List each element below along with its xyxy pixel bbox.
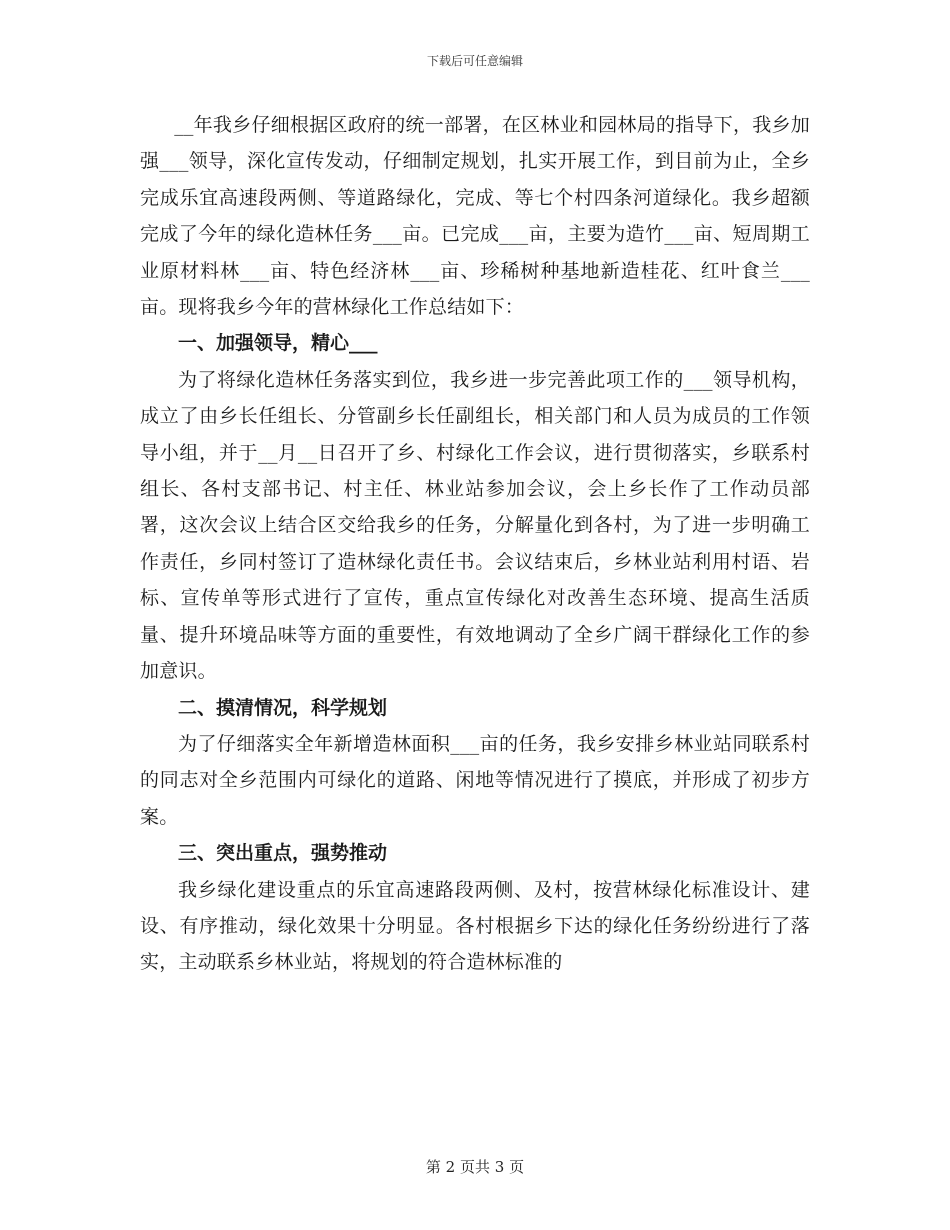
document-body bbox=[140, 107, 810, 981]
paragraph-section-3: 我乡绿化建设重点的乐宜高速路段两侧、及村，按营林绿化标准设计、建设、有序推动，绿化效果十分明显。各村根据乡下达的绿化任务纷纷进行了落实，主动联系乡林业站，将规划的符合造林标准的 bbox=[140, 878, 810, 974]
section-heading-2: 二、摸清情况，科学规划 bbox=[178, 696, 388, 719]
page-header: 下载后可任意编辑 bbox=[426, 54, 523, 68]
section-heading-3: 三、突出重点，强势推动 bbox=[178, 842, 388, 865]
page-footer: 第 2 页共 3 页 bbox=[425, 1158, 525, 1176]
paragraph-section-2: 为了仔细落实全年新增造林面积___亩的任务，我乡安排乡林业站同联系村的同志对全乡范围内可绿化的道路、闲地等情况进行了摸底，并形成了初步方案。 bbox=[140, 732, 810, 828]
section-heading-1: 一、加强领导，精心___ bbox=[178, 332, 378, 355]
paragraph-section-1: 为了将绿化造林任务落实到位，我乡进一步完善此项工作的___领导机构，成立了由乡长任组长、分管副乡长任副组长，相关部门和人员为成员的工作领导小组，并于__月__日召开了乡、村绿化工作会议，进行贯彻落实，乡联系村组长、各村支部书记、村主任、林业站参加会议，会上乡长作了工作动员部署，这次会议上结合区交给我乡的任务，分解量化到各村，为了进一步明确工作责任，乡同村签订了造林绿化责任书。会议结束后，乡林业站利用村语、岩标、宣传单等形式进行了宣传，重点宣传绿化对改善生态环境、提高生活质量、提升环境品味等方面的重要性，有效地调动了全乡广阔干群绿化工作的参加意识。 bbox=[140, 368, 810, 683]
paragraph-intro: __年我乡仔细根据区政府的统一部署，在区林业和园林局的指导下，我乡加强___领导，深化宣传发动，仔细制定规划，扎实开展工作，到目前为止，全乡完成乐宜高速段两侧、等道路绿化，完成、等七个村四条河道绿化。我乡超额完成了今年的绿化造林任务___亩。已完成___亩，主要为造竹___亩、短周期工业原材料林___亩、特色经济林___亩、珍稀树种基地新造桂花、红叶食兰___亩。现将我乡今年的营林绿化工作总结如下： bbox=[140, 114, 810, 319]
